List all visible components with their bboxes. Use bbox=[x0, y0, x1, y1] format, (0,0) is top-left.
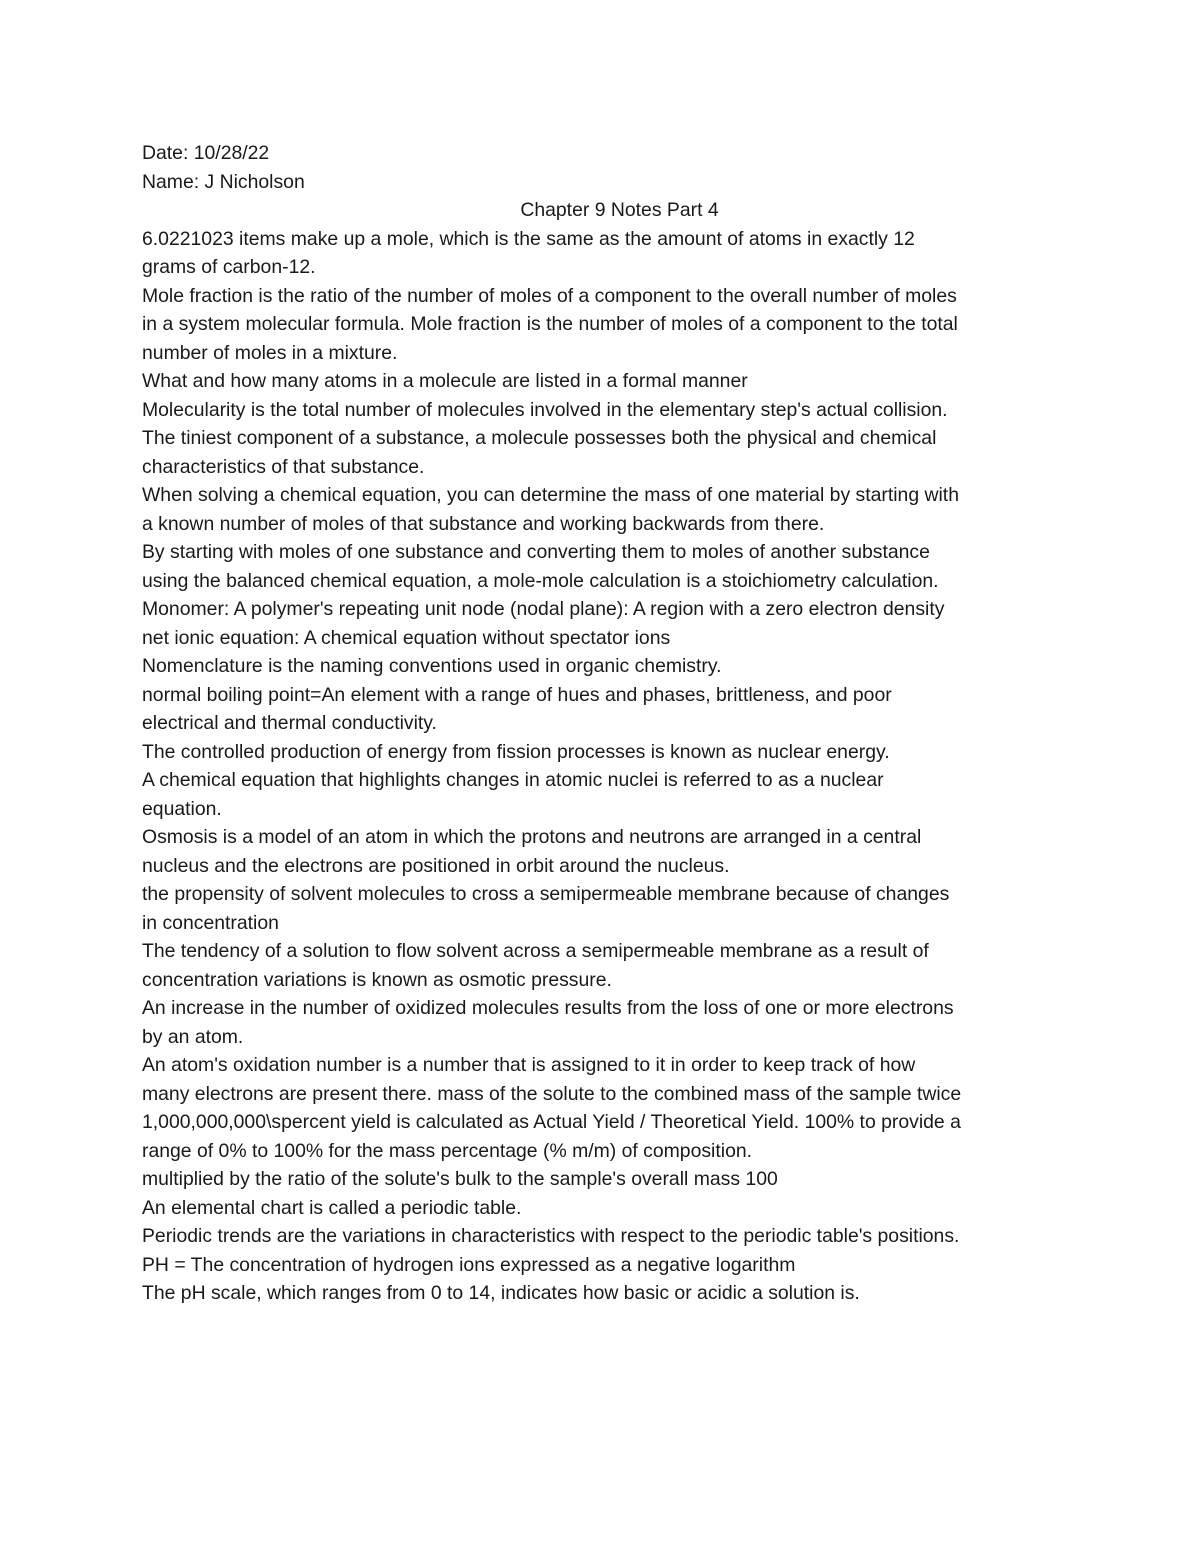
text-line: The controlled production of energy from fission processes is known as nuclear energy. bbox=[142, 740, 890, 763]
document-title: Chapter 9 Notes Part 4 bbox=[520, 199, 719, 221]
text-line: PH = The concentration of hydrogen ions expressed as a negative logarithm bbox=[142, 1253, 796, 1276]
text-line: An increase in the number of oxidized molecules results from the loss of one or more electrons bbox=[142, 997, 954, 1019]
text-line: nucleus and the electrons are positioned in orbit around the nucleus. bbox=[142, 854, 730, 877]
text-line: equation. bbox=[142, 797, 222, 820]
text-line: The tendency of a solution to flow solvent across a semipermeable membrane as a result of bbox=[142, 940, 929, 962]
text-line: using the balanced chemical equation, a mole-mole calculation is a stoichiometry calculation. bbox=[142, 569, 939, 592]
text-line: Mole fraction is the ratio of the number of moles of a component to the overall number of moles bbox=[142, 284, 957, 307]
text-line: the propensity of solvent molecules to cross a semipermeable membrane because of changes bbox=[142, 883, 950, 905]
text-line: concentration variations is known as osmotic pressure. bbox=[142, 968, 612, 991]
text-line: When solving a chemical equation, you can determine the mass of one material by starting with bbox=[142, 484, 959, 506]
name-line: Name: J Nicholson bbox=[142, 170, 305, 193]
text-line: electrical and thermal conductivity. bbox=[142, 712, 437, 734]
text-line: Monomer: A polymer's repeating unit node (nodal plane): A region with a zero electron density bbox=[142, 598, 945, 620]
text-line: a known number of moles of that substance and working backwards from there. bbox=[142, 512, 825, 535]
text-line: normal boiling point=An element with a range of hues and phases, brittleness, and poor bbox=[142, 683, 892, 706]
text-line: A chemical equation that highlights changes in atomic nuclei is referred to as a nuclear bbox=[142, 769, 884, 791]
text-line: What and how many atoms in a molecule are listed in a formal manner bbox=[142, 370, 748, 392]
text-line: in concentration bbox=[142, 911, 279, 934]
text-line: many electrons are present there. mass of the solute to the combined mass of the sample twice bbox=[142, 1082, 962, 1105]
text-line: Periodic trends are the variations in characteristics with respect to the periodic table's positions. bbox=[142, 1225, 960, 1247]
text-line: The pH scale, which ranges from 0 to 14, indicates how basic or acidic a solution is. bbox=[142, 1282, 860, 1304]
text-line: An atom's oxidation number is a number that is assigned to it in order to keep track of how bbox=[142, 1054, 916, 1076]
text-line: An elemental chart is called a periodic table. bbox=[142, 1196, 522, 1219]
text-line: in a system molecular formula. Mole fraction is the number of moles of a component to the total bbox=[142, 313, 958, 335]
notes-body bbox=[142, 139, 1062, 1308]
text-line: Osmosis is a model of an atom in which the protons and neutrons are arranged in a central bbox=[142, 826, 922, 848]
text-line: 6.0221023 items make up a mole, which is the same as the amount of atoms in exactly 12 bbox=[142, 227, 915, 250]
date-line: Date: 10/28/22 bbox=[142, 142, 270, 164]
text-line: net ionic equation: A chemical equation without spectator ions bbox=[142, 626, 671, 649]
text-line: multiplied by the ratio of the solute's bulk to the sample's overall mass 100 bbox=[142, 1168, 778, 1190]
text-line: by an atom. bbox=[142, 1025, 244, 1048]
text-line: 1,000,000,000\spercent yield is calculated as Actual Yield / Theoretical Yield. 100% to provide a bbox=[142, 1111, 961, 1133]
text-line: grams of carbon-12. bbox=[142, 256, 316, 278]
notes-text bbox=[142, 225, 1062, 1308]
text-line: range of 0% to 100% for the mass percentage (% m/m) of composition. bbox=[142, 1139, 753, 1162]
text-line: characteristics of that substance. bbox=[142, 455, 425, 478]
text-line: The tiniest component of a substance, a molecule possesses both the physical and chemical bbox=[142, 427, 937, 449]
text-line: By starting with moles of one substance and converting them to moles of another substance bbox=[142, 541, 930, 563]
text-line: number of moles in a mixture. bbox=[142, 341, 398, 364]
text-line: Molecularity is the total number of molecules involved in the elementary step's actual collision. bbox=[142, 398, 948, 421]
text-line: Nomenclature is the naming conventions used in organic chemistry. bbox=[142, 655, 722, 677]
